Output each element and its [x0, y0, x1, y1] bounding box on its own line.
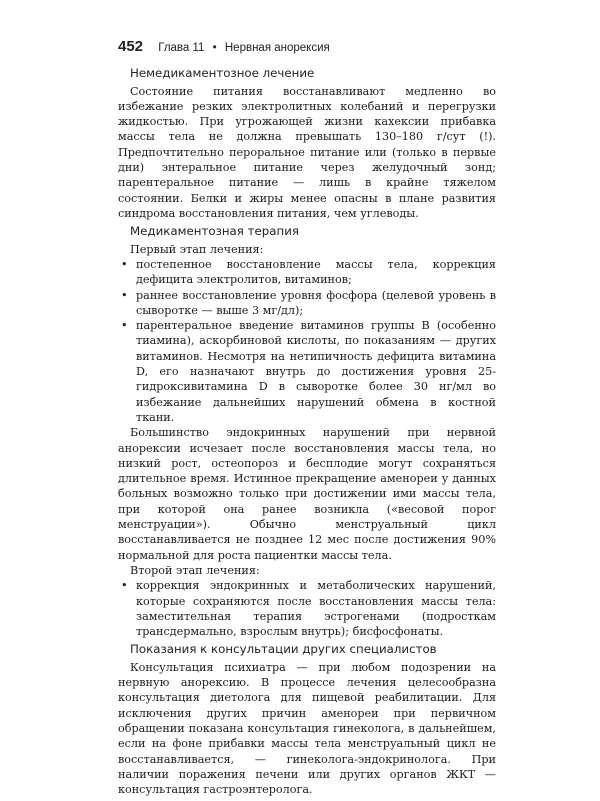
- list-item: • коррекция эндокринных и метаболических нарушений, которые сохраняются после восстановления массы тела: заместительная терапия эстрогенами (подросткам трансдермально, взрослым внутрь); бисфосфонаты.: [121, 579, 496, 639]
- section-consultation: [118, 642, 496, 797]
- section-nonmedical: [118, 66, 496, 221]
- paragraph-nonmedical: Состояние питания восстанавливают медленно во избежание резких электролитных колебаний и перегрузки жидкостью. При угрожающей жизни кахексии прибавка массы тела не должна превышать 130–180 г/сут (!). Предпочтительно пероральное питание или (только в первые дни) энтеральное питание через желудочный зонд; парентеральное питание — лишь в крайне тяжелом состоянии. Белки и жиры менее опасны в плане развития синдрома восстановления питания, чем углеводы.: [118, 84, 496, 220]
- page-number: 452: [118, 38, 144, 55]
- page-body: [118, 66, 496, 801]
- header-separator: •: [212, 42, 217, 54]
- stage2-list: [118, 578, 496, 639]
- bullet-icon: •: [121, 257, 128, 271]
- stage1-list: [118, 257, 496, 425]
- list-item: • раннее восстановление уровня фосфора (целевой уровень в сыворотке — выше 3 мг/дл);: [121, 288, 496, 317]
- bullet-icon: •: [121, 579, 128, 593]
- chapter-label: Глава 11: [158, 42, 205, 54]
- paragraph-consultation: Консультация психиатра — при любом подозрении на нервную анорексию. В процессе лечения целесообразна консультация диетолога для пищевой реабилитации. Для исключения других причин аменореи при первичном обращении показана консультация гинеколога, в дальнейшем, если на фоне прибавки массы тела менструальный цикл не восстанавливается, — гинеколога-эндокринолога. При наличии поражения печени или других органов ЖКТ — консультация гастроэнтеролога.: [118, 660, 496, 797]
- list-item: • постепенное восстановление массы тела, коррекция дефицита электролитов, витаминов;: [121, 257, 496, 287]
- section-medical: [118, 224, 496, 639]
- stage2-label: Второй этап лечения:: [130, 563, 260, 577]
- bullet-icon: •: [121, 288, 128, 302]
- list-item: • парентеральное введение витаминов группы В (особенно тиамина), аскорбиновой кислоты, по показаниям — других витаминов. Несмотря на нетипичность дефицита витамина D, его назначают внутрь до достижения уровня 25-гидроксивитамина D в сыворотке более 30 нг/мл во избежание дальнейших нарушений обмена в костной ткани.: [121, 319, 496, 424]
- stage1-label: Первый этап лечения:: [130, 242, 264, 256]
- section-title-medical: Медикаментозная терапия: [130, 224, 299, 239]
- running-header: [118, 38, 330, 55]
- chapter-title: Нервная анорексия: [224, 42, 330, 54]
- section-title-consultation: Показания к консультации других специалистов: [130, 642, 437, 657]
- bullet-icon: •: [121, 319, 128, 333]
- paragraph-endocrine: Большинство эндокринных нарушений при нервной анорексии исчезает после восстановления массы тела, но низкий рост, остеопороз и бесплодие могут сохраняться длительное время. Истинное прекращение аменореи у данных больных возможно только при достижении ими массы тела, при которой она ранее возникла («весовой порог менструации»). Обычно менструальный цикл восстанавливается не позднее 12 мес после достижения 90% нормальной для роста пациентки массы тела.: [118, 426, 496, 562]
- section-title-nonmedical: Немедикаментозное лечение: [130, 66, 315, 80]
